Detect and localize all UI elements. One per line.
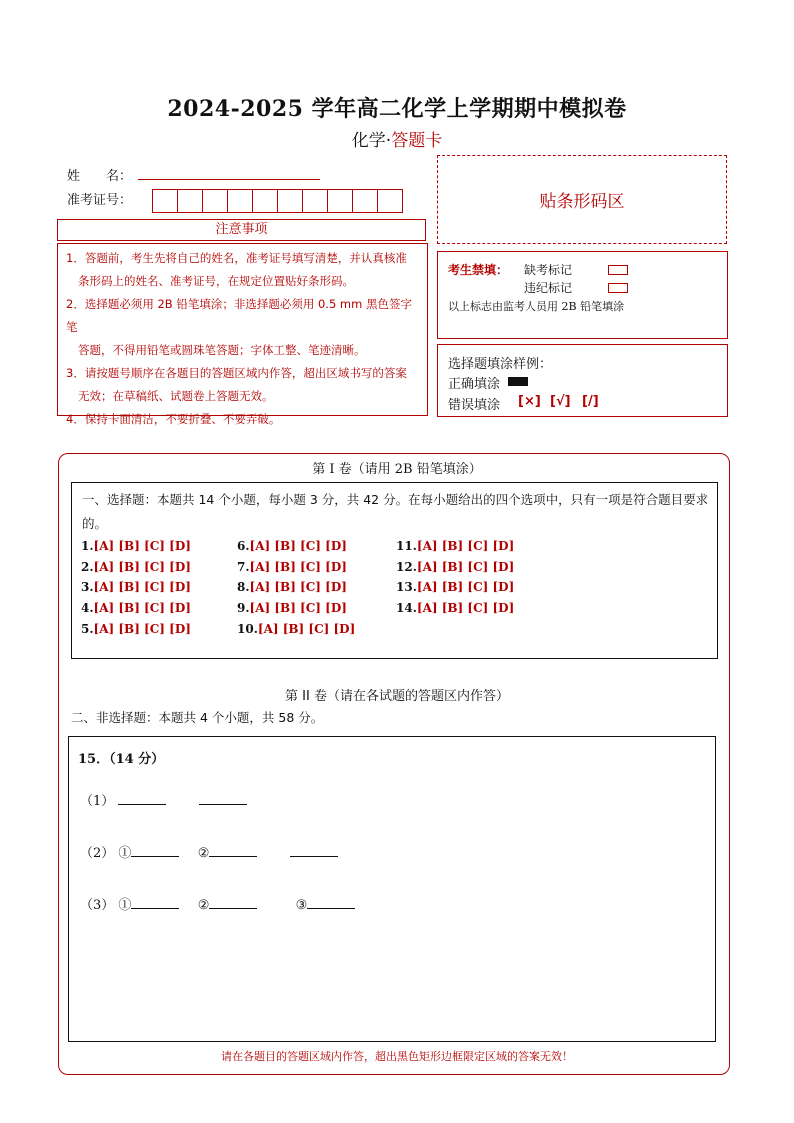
- question-number: 14.: [396, 601, 417, 615]
- answer-blank[interactable]: [199, 792, 247, 805]
- choice-question[interactable]: [396, 580, 514, 594]
- part-label: （3）: [80, 898, 115, 913]
- choice-question[interactable]: [81, 622, 191, 636]
- notice-line: 4．保持卡面清洁，不要折叠、不要弄破。: [66, 412, 281, 426]
- id-digit-box[interactable]: [377, 189, 403, 213]
- options[interactable]: [A] [B] [C] [D]: [257, 622, 356, 636]
- question-15-box[interactable]: [68, 736, 716, 1042]
- question-number: 12.: [396, 560, 417, 574]
- id-digit-box[interactable]: [352, 189, 378, 213]
- question-number: 3.: [81, 580, 94, 594]
- circle-2: ②: [197, 898, 210, 913]
- question-15-head: 15．（14 分）: [78, 752, 165, 767]
- wrong-label: 错误填涂: [448, 398, 501, 413]
- options[interactable]: [A] [B] [C] [D]: [416, 560, 515, 574]
- question-number: 5.: [81, 622, 94, 636]
- notice-line: 条形码上的姓名、准考证号，在规定位置贴好条形码。: [78, 274, 354, 288]
- choice-question[interactable]: [81, 539, 191, 553]
- q15-part2: [80, 842, 338, 861]
- notice-line: 1．答题前，考生先将自己的姓名，准考证号填写清楚，并认真核准: [66, 251, 407, 265]
- options[interactable]: [A] [B] [C] [D]: [93, 539, 191, 553]
- answer-blank[interactable]: [118, 792, 166, 805]
- answer-blank[interactable]: [290, 844, 338, 857]
- absent-mark-box[interactable]: [608, 265, 628, 275]
- choice-question[interactable]: [237, 539, 347, 553]
- choice-question[interactable]: [237, 622, 355, 636]
- question-number: 2.: [81, 560, 94, 574]
- notice-line: 2．选择题必须用 2B 铅笔填涂；非选择题必须用 0.5 mm 黑色签字笔: [66, 297, 412, 334]
- section1-title: 第 I 卷（请用 2B 铅笔填涂）: [312, 462, 482, 477]
- notice-line: 答题，不得用铅笔或圆珠笔答题；字体工整、笔迹清晰。: [78, 343, 366, 357]
- section2-title: 第 II 卷（请在各试题的答题区内作答）: [285, 689, 509, 704]
- question-number: 1.: [81, 539, 94, 553]
- answer-blank[interactable]: [131, 844, 179, 857]
- id-digit-box[interactable]: [277, 189, 303, 213]
- choice-question[interactable]: [237, 580, 347, 594]
- notice-line: 3．请按题号顺序在各题目的答题区域内作答，超出区域书写的答案: [66, 366, 407, 380]
- options[interactable]: [A] [B] [C] [D]: [416, 539, 515, 553]
- answer-blank[interactable]: [209, 844, 257, 857]
- card-label: 答题卡: [391, 131, 443, 151]
- question-number: 11.: [396, 539, 417, 553]
- page-subtitle: [0, 126, 794, 151]
- choice-question[interactable]: [237, 560, 347, 574]
- violation-label: 违纪标记: [524, 281, 573, 295]
- notice-line: 无效；在草稿纸、试题卷上答题无效。: [78, 389, 274, 403]
- barcode-label: 贴条形码区: [539, 192, 625, 212]
- options[interactable]: [A] [B] [C] [D]: [249, 601, 347, 615]
- subject-label: 化学·: [351, 131, 392, 151]
- id-number-boxes[interactable]: [152, 189, 402, 213]
- choice-question[interactable]: [81, 601, 191, 615]
- question-number: 8.: [237, 580, 250, 594]
- id-digit-box[interactable]: [252, 189, 278, 213]
- id-digit-box[interactable]: [227, 189, 253, 213]
- question-number: 13.: [396, 580, 417, 594]
- question-number: 6.: [237, 539, 250, 553]
- choice-question[interactable]: [81, 560, 191, 574]
- notice-title: 注意事项: [57, 219, 426, 241]
- sample-title: 选择题填涂样例：: [448, 357, 553, 372]
- part-label: （2）: [80, 846, 115, 861]
- id-digit-box[interactable]: [202, 189, 228, 213]
- q15-part1: [80, 790, 247, 809]
- circle-1: ①: [118, 898, 132, 913]
- choice-question[interactable]: [396, 560, 514, 574]
- absent-label: 缺考标记: [524, 263, 573, 277]
- question-number: 9.: [237, 601, 250, 615]
- choice-question[interactable]: [81, 580, 191, 594]
- question-number: 10.: [237, 622, 258, 636]
- options[interactable]: [A] [B] [C] [D]: [249, 539, 347, 553]
- q15-part3: [80, 894, 355, 913]
- options[interactable]: [A] [B] [C] [D]: [93, 622, 191, 636]
- wrong-mark: [/]: [582, 394, 599, 409]
- forbid-box: [437, 251, 728, 339]
- section2-desc: 二、非选择题：本题共 4 个小题，共 58 分。: [71, 710, 324, 725]
- forbid-note: 以上标志由监考人员用 2B 铅笔填涂: [448, 300, 625, 313]
- name-field[interactable]: [138, 178, 320, 180]
- options[interactable]: [A] [B] [C] [D]: [249, 580, 347, 594]
- options[interactable]: [A] [B] [C] [D]: [93, 560, 191, 574]
- page-title: 2024-2025 学年高二化学上学期期中模拟卷: [167, 96, 627, 122]
- wrong-mark: [×]: [518, 394, 541, 409]
- id-digit-box[interactable]: [327, 189, 353, 213]
- choice-question[interactable]: [396, 601, 514, 615]
- answer-blank[interactable]: [307, 896, 355, 909]
- name-label: 姓 名：: [67, 169, 133, 184]
- circle-1: ①: [118, 846, 132, 861]
- part-label: （1）: [80, 794, 115, 809]
- sample-box: [437, 344, 728, 417]
- answer-blank[interactable]: [131, 896, 179, 909]
- id-label: 准考证号：: [67, 193, 133, 208]
- correct-label: 正确填涂: [448, 377, 501, 392]
- answer-blank[interactable]: [209, 896, 257, 909]
- forbid-label: 考生禁填：: [448, 263, 509, 277]
- wrong-mark: [√]: [550, 394, 571, 409]
- notice-box: [57, 243, 428, 426]
- choice-question[interactable]: [237, 601, 347, 615]
- id-digit-box[interactable]: [177, 189, 203, 213]
- question-number: 4.: [81, 601, 94, 615]
- circle-2: ②: [197, 846, 210, 861]
- options[interactable]: [A] [B] [C] [D]: [93, 580, 191, 594]
- footer-warning: 请在各题目的答题区域内作答，超出黑色矩形边框限定区域的答案无效！: [221, 1050, 573, 1063]
- options[interactable]: [A] [B] [C] [D]: [249, 560, 347, 574]
- barcode-area: [437, 155, 727, 244]
- options[interactable]: [A] [B] [C] [D]: [416, 580, 515, 594]
- choice-question[interactable]: [396, 539, 514, 553]
- id-digit-box[interactable]: [302, 189, 328, 213]
- circle-3: ③: [295, 898, 308, 913]
- correct-fill-sample: [508, 377, 528, 386]
- question-number: 7.: [237, 560, 250, 574]
- id-digit-box[interactable]: [152, 189, 178, 213]
- violation-mark-box[interactable]: [608, 283, 628, 293]
- options[interactable]: [A] [B] [C] [D]: [416, 601, 515, 615]
- section1-desc: 一、选择题：本题共 14 个小题，每小题 3 分，共 42 分。在每小题给出的四个选项中，只有一项是符合题目要求的。: [82, 492, 709, 531]
- options[interactable]: [A] [B] [C] [D]: [93, 601, 191, 615]
